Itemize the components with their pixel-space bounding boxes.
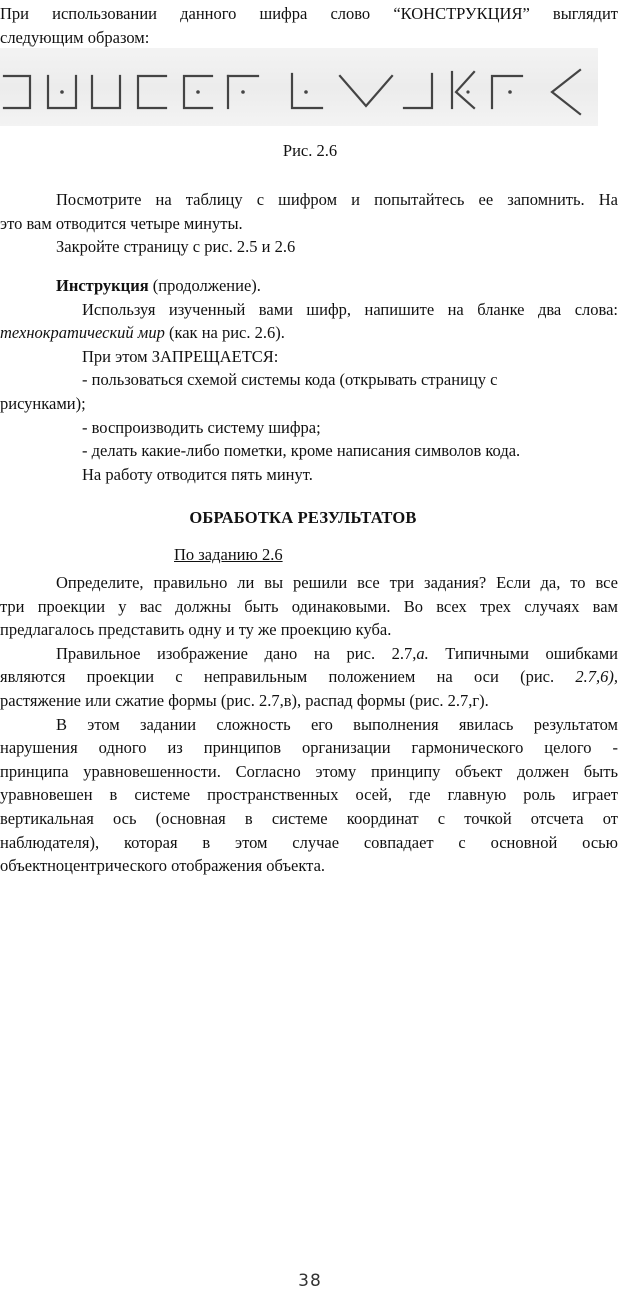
para1-line-1: Определите, правильно ли вы решили все три задания? Если да, то все	[56, 573, 618, 592]
cipher-symbol-ts	[404, 74, 432, 108]
para2-l1-b: а.	[416, 643, 429, 663]
cipher-symbol-extra	[552, 70, 580, 114]
task-line-2: это вам отводится четыре минуты.	[0, 213, 243, 233]
para1-line-2: три проекции у вас должны быть одинаковыми. Во всех трех случаях вам	[0, 596, 618, 616]
cipher-symbol-k	[4, 76, 30, 108]
para2-line-3: растяжение или сжатие формы (рис. 2.7,в), распад формы (рис. 2.7,г).	[0, 691, 489, 710]
instruction-title-suffix: (продолжение).	[148, 276, 261, 295]
cipher-symbol-ya	[492, 76, 522, 108]
cipher-symbol-u	[292, 74, 322, 108]
task-line-1: Посмотрите на таблицу с шифром и попытайтесь ее запомнить. На	[56, 190, 618, 209]
para3-line-3: принципа уравновешенности. Согласно этому принципу объект должен быть	[0, 761, 618, 781]
page-number: 38	[298, 1271, 322, 1291]
task-line-3: Закройте страницу с рис. 2.5 и 2.6	[56, 237, 296, 257]
cipher-symbols	[0, 48, 598, 126]
cipher-symbol-r	[228, 76, 258, 108]
intro-line-2: следующим образом:	[0, 27, 150, 47]
para3-line-1: В этом задании сложность его выполнения явилась результатом	[56, 714, 618, 734]
cipher-symbol-i	[452, 72, 474, 108]
para2-l1-a: Правильное изображение дано на рис. 2.7,	[56, 643, 417, 663]
instruction-time: На работу отводится пять минут.	[82, 464, 313, 484]
intro-line-1: При использовании данного шифра слово “КОНСТРУКЦИЯ” выглядит	[0, 4, 618, 23]
para3-line-6: наблюдателя), которая в этом случае совпадает с основной осью	[0, 832, 618, 852]
instruction-item-3: - делать какие-либо пометки, кроме написания символов кода.	[82, 441, 521, 461]
instruction-line-1: Используя изученный вами шифр, напишите на бланке два слова:	[82, 299, 618, 319]
instruction-line-2	[0, 321, 618, 345]
instruction-forbidden: При этом ЗАПРЕЩАЕТСЯ:	[82, 346, 279, 366]
cipher-symbol-n	[92, 76, 120, 108]
results-subheading: По заданию 2.6	[174, 545, 283, 564]
para3-line-5: вертикальная ось (основная в системе координат с точкой отсчета от	[0, 809, 618, 828]
para2-line-2	[0, 665, 618, 689]
cipher-symbol-s	[138, 76, 166, 108]
instruction-item-1a: - пользоваться схемой системы кода (открывать страницу с	[82, 370, 498, 390]
para2-line-1	[0, 642, 618, 666]
instruction-item-1b: рисунками);	[0, 394, 86, 413]
para3-line-4: уравновешен в системе пространственных осей, где главную роль играет	[0, 785, 618, 805]
instruction-title-line	[0, 274, 618, 298]
cipher-symbol-k2	[340, 76, 392, 106]
para1-line-3: предлагалось представить одну и ту же проекцию куба.	[0, 620, 392, 640]
cipher-symbol-o	[48, 76, 76, 108]
instruction-title: Инструкция	[56, 276, 149, 295]
results-heading: ОБРАБОТКА РЕЗУЛЬТАТОВ	[189, 508, 417, 527]
instruction-item-2: - воспроизводить систему шифра;	[82, 417, 321, 437]
cipher-figure	[0, 48, 598, 126]
para2-l2-a: являются проекции с неправильным положением на оси (рис.	[0, 667, 576, 687]
para2-l1-c: Типичными ошибками	[428, 643, 618, 663]
cipher-symbol-t	[184, 76, 212, 108]
instruction-words-suffix: (как на рис. 2.6).	[164, 323, 285, 343]
para3-line-7: объектноцентрического отображения объекта.	[0, 856, 326, 876]
para3-line-2: нарушения одного из принципов организации гармонического целого -	[0, 738, 618, 758]
instruction-words: технократический мир	[0, 323, 165, 343]
figure-caption: Рис. 2.6	[282, 141, 338, 160]
para2-l2-b: 2.7,6),	[575, 667, 618, 687]
